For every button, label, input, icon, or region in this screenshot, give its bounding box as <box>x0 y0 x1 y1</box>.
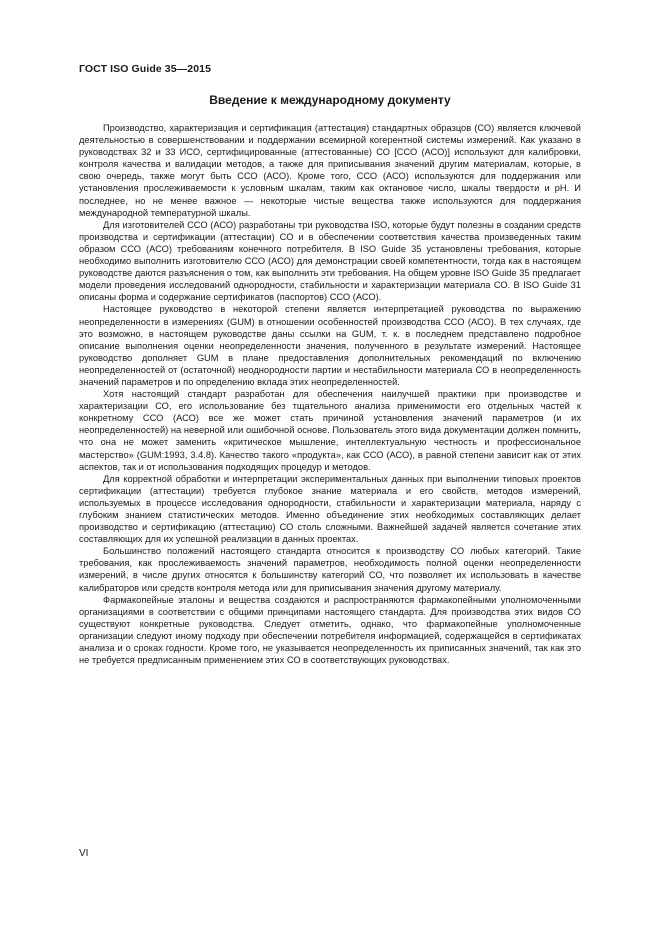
standard-code-header: ГОСТ ISO Guide 35—2015 <box>79 63 212 75</box>
paragraph-4: Хотя настоящий стандарт разработан для обеспечения наилучшей практики при производстве и характеризации СО, его использование без тщательного анализа применимости его отдельных частей к конкретному ССО (АСО) все же может стать причиной установления значений параметров (и их неопределенностей) на неверной или ошибочной основе. Пользователь этого вида документации должен помнить, что она не может заменить «критическое мышление, интеллектуальную честность и профессиональное мастерство» (GUM:1993, 3.4.8). Качество такого «продукта», как ССО (АСО), в равной степени зависит как от этих аспектов, так и от использования подходящих процедур и методов. <box>79 389 581 472</box>
page-number: VI <box>79 848 89 859</box>
body-text <box>79 122 581 666</box>
paragraph-6: Большинство положений настоящего стандарта относится к производству СО любых категорий. Такие требования, как прослеживаемость значений параметров, необходимость полной оценки неопределенности измерений, в числе других относятся к большинству категорий СО, что позволяет их использовать в качестве калибраторов или средств контроля метода или для приписывания значения другому материалу. <box>79 546 581 593</box>
paragraph-5: Для корректной обработки и интерпретации экспериментальных данных при выполнении типовых проектов сертификации (аттестации) требуется глубокое знание материала и его свойств, методов измерений, используемых в процессе исследования однородности, стабильности и характеризации материала, наряду с глубоким знанием статистических методов. Именно объединение этих необходимых составляющих делает производство и сертификацию (аттестацию) СО столь сложными. Важнейшей задачей является сочетание этих составляющих для их успешной реализации в данных проектах. <box>79 473 581 545</box>
section-title: Введение к международному документу <box>209 93 451 107</box>
paragraph-7: Фармакопейные эталоны и вещества создаются и распространяются фармакопейными уполномоченными организациями в соответствии с общими принципами настоящего стандарта. Для производства этих видов СО существуют конкретные руководства. Следует отметить, однако, что фармакопейные уполномоченные организации следуют иному подходу при обеспечении потребителя информацией, содержащейся в сертификатах анализа и о сроках годности. Кроме того, не указывается неопределенность их приписанных значений, так как это не требуется предписанным применением этих СО в соответствующих руководствах. <box>79 594 581 666</box>
paragraph-3: Настоящее руководство в некоторой степени является интерпретацией руководства по выражению неопределенности в измерениях (GUM) в отношении особенностей производства ССО (АСО). В тех случаях, где это возможно, в настоящем руководстве даны ссылки на GUM, т. к. в последнем представлено подробное описание выполнения оценки неопределенности значения, полученного в результате измерений. Настоящее руководство дополняет GUM в плане предоставления дополнительных рекомендаций по включению неопределенностей от (остаточной) неоднородности партии и нестабильности материала СО в неопределенность значений параметров и по определению вклада этих неопределенностей. <box>79 304 581 387</box>
paragraph-2: Для изготовителей ССО (АСО) разработаны три руководства ISO, которые будут полезны в создании средств производства и сертификации (аттестации) СО и в обеспечении соответствия качества произведенных таким образом ССО (АСО) требованиям конечного потребителя. В ISO Guide 35 установлены требования, которые необходимо выполнить изготовителю ССО (АСО) для демонстрации своей компетентности, тогда как в настоящем руководстве даются разъяснения о том, как выполнить эти требования. На общем уровне ISO Guide 35 предлагает модели проведения исследований однородности, стабильности и характеризации материала СО. В ISO Guide 31 описаны форма и содержание сертификатов (паспортов) ССО (АСО). <box>79 219 581 303</box>
paragraph-1: Производство, характеризация и сертификация (аттестация) стандартных образцов (СО) является ключевой деятельностью в совершенствовании и поддержании всемирной когерентной системы измерений. Как указано в руководствах 32 и 33 ИСО, сертифицированные (аттестованные) СО [ССО (АСО)] используют для калибровки, контроля качества и валидации методов, а также для приписывания значений другим материалам, которые, в свою очередь, также могут быть ССО (АСО). Кроме того, ССО (АСО) используются для поддержания или установления прослеживаемости к условным шкалам, таким как октановое число, шкалы твердости и pH. И последнее, но не менее важное — некоторые чистые вещества также используются для поддержания международной температурной шкалы. <box>79 123 581 218</box>
